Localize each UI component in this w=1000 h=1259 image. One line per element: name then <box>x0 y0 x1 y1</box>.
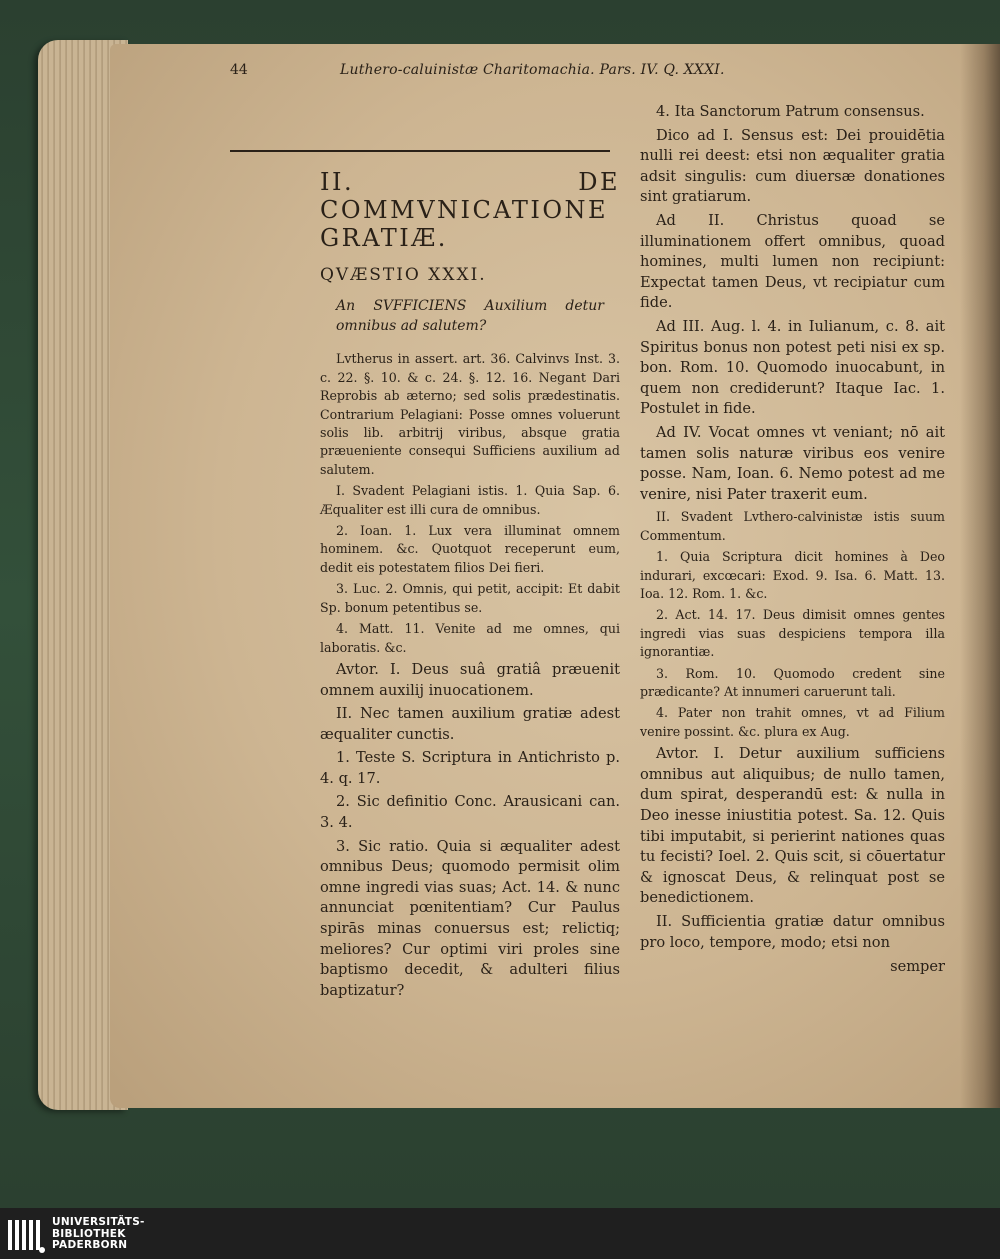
left-column <box>320 160 620 1004</box>
paragraph: I. Svadent Pelagiani istis. 1. Quia Sap. 6. Æqualiter est illi cura de omnibus. <box>320 483 620 517</box>
library-name-line: BIBLIOTHEK <box>52 1227 126 1240</box>
paragraph: 2. Ioan. 1. Lux vera illuminat omnem hominem. &c. Quotquot receperunt eum, dedit eis potestatem filios Dei fieri. <box>320 523 620 575</box>
paragraph: 1. Teste S. Scriptura in Antichristo p. 4. q. 17. <box>320 749 620 787</box>
paragraph: 3. Rom. 10. Quomodo credent sine prædicante? At innumeri caruerunt tali. <box>640 665 945 699</box>
paragraph: 4. Pater non trahit omnes, vt ad Filium venire possint. &c. plura ex Aug. <box>640 705 945 739</box>
paragraph: Ad IV. Vocat omnes vt veniant; nō ait tamen solis naturæ viribus eos venire posse. Nam, Ioan. 6. Nemo potest ad me venire, nisi Pater traxerit eum. <box>640 423 945 503</box>
paragraph: 4. Matt. 11. Venite ad me omnes, qui laboratis. &c. <box>320 621 620 655</box>
library-name-line: UNIVERSITÄTS- <box>52 1216 145 1228</box>
paragraph: 1. Quia Scriptura dicit homines à Deo indurari, excœcari: Exod. 9. Isa. 6. Matt. 13. Ioa. 12. Rom. 1. &c. <box>640 549 945 601</box>
paragraph: Lvtherus in assert. art. 36. Calvinvs Inst. 3. c. 22. §. 10. & c. 24. §. 12. 16. Negant Dari Reprobis ab æterno; sed solis prædestinatis. Contrarium Pelagiani: Posse omnes voluerunt solis lib. arbitrij viribus, absque gratia præueniente consequi Sufficiens auxilium ad salutem. <box>320 351 620 477</box>
paragraph: 4. Ita Sanctorum Patrum consensus. <box>656 103 925 120</box>
paragraph: II. Svadent Lvthero-calvinistæ istis suum Commentum. <box>640 509 945 543</box>
question-heading: QVÆSTIO XXXI. <box>320 265 487 285</box>
paragraph: Ad II. Christus quoad se illuminationem offert omnibus, quoad homines, multi lumen non recipiunt: Expectat tamen Deus, vt recipiatur cum fide. <box>640 211 945 312</box>
paragraph: Avtor. I. Detur auxilium sufficiens omnibus aut aliquibus; de nullo tamen, dum spirat, desperandū est: & nulla in Deo inesse iniustitia potest. Sa. 12. Quis tibi imputabit, si perierint nationes quas tu fecisti? Ioel. 2. Quis scit, si cōuertatur & ignoscat Deus, & relinquat post se benedictionem. <box>640 745 945 907</box>
header-rule <box>230 150 610 152</box>
library-name-line: PADERBORN <box>52 1239 128 1252</box>
library-name <box>52 1217 145 1252</box>
paragraph: 2. Act. 14. 17. Deus dimisit omnes gentes ingredi vias suas despiciens tempora illa ignorantiæ. <box>640 607 945 660</box>
running-title: Luthero-caluinistæ Charitomachia. Pars. IV. Q. XXXI. <box>340 62 725 78</box>
paragraph: II. Nec tamen auxilium gratiæ adest æqualiter cunctis. <box>320 705 620 743</box>
paragraph: 3. Sic ratio. Quia si æqualiter adest omnibus Deus; quomodo permisit olim omne ingredi vias suas; Act. 14. & nunc annunciat pœnitentiam? Cur Paulus spirās minas conuersus est; relictiq; meliores? Cur optimi viri proles sine baptismo decedit, & adulteri filius baptizatur? <box>320 837 620 999</box>
running-header <box>230 62 850 86</box>
paragraph: Ad III. Aug. l. 4. in Iulianum, c. 8. ait Spiritus bonus non potest peti nisi ex sp. bon. Rom. 10. Quomodo inuocabunt, in quem non crediderunt? Itaque Iac. 1. Postulet in fide. <box>640 317 945 418</box>
right-column <box>640 102 945 981</box>
page-number: 44 <box>230 62 248 78</box>
paragraph: Avtor. I. Deus suâ gratiâ præuenit omnem auxilij inuocationem. <box>320 660 620 699</box>
section-title: II. DE COMMVNICATIONE GRATIÆ. <box>320 168 620 252</box>
library-logo-icon <box>6 1216 46 1254</box>
paragraph: Dico ad I. Sensus est: Dei prouidētia nulli rei deest: etsi non æqualiter gratia adsit singulis: cum diuersæ donationes sint gratiarum. <box>640 126 945 206</box>
page-gutter-shadow <box>960 44 1000 1108</box>
paragraph: 3. Luc. 2. Omnis, qui petit, accipit: Et dabit Sp. bonum petentibus se. <box>320 581 620 615</box>
paragraph: 2. Sic definitio Conc. Arausicani can. 3. 4. <box>320 793 620 832</box>
catchword: semper <box>890 958 945 976</box>
paragraph: II. Sufficientia gratiæ datur omnibus pro loco, tempore, modo; etsi non <box>640 912 945 951</box>
question-statement: An SVFFICIENS Auxilium detur omnibus ad salutem? <box>336 298 604 335</box>
library-footer <box>0 1208 1000 1259</box>
